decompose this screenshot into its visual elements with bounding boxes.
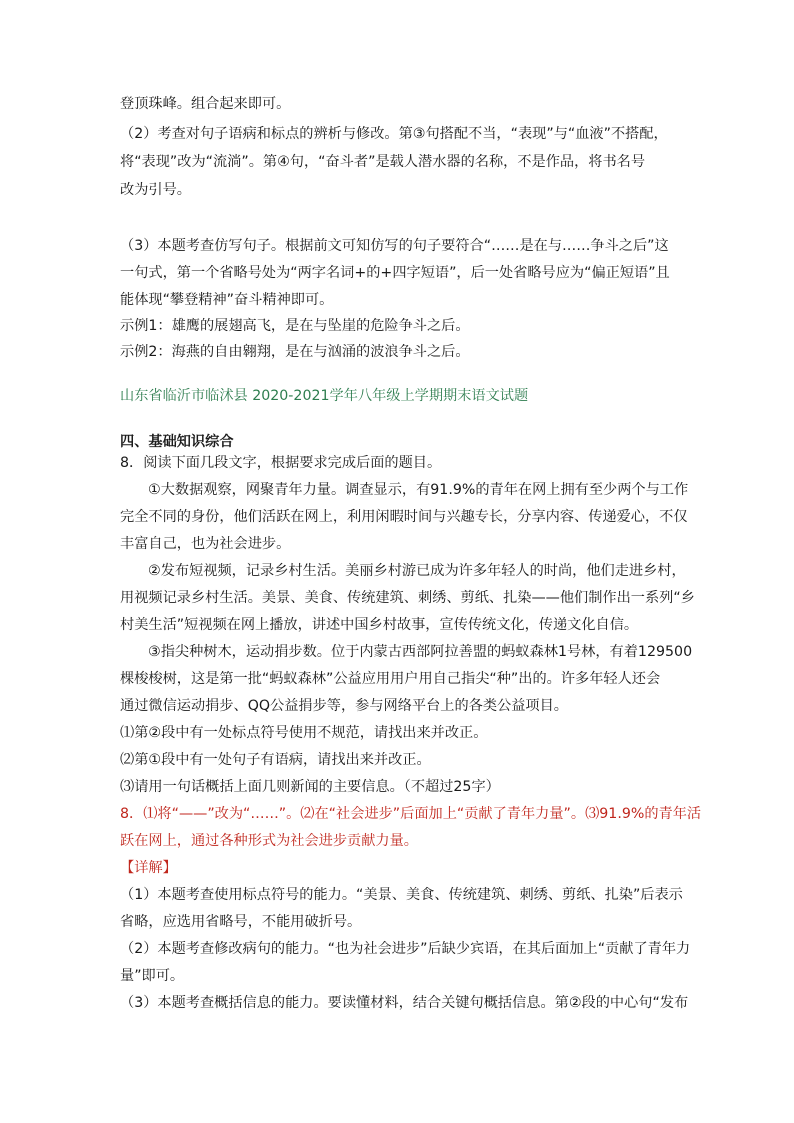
sub-question: ⑶请用一句话概括上面几则新闻的主要信息。（不超过25字）: [120, 779, 500, 795]
example-line: 示例1：雄鹰的展翅高飞，是在与坠崖的危险争斗之后。: [120, 318, 470, 334]
answer-text-line: 能体现“攀登精神”奋斗精神即可。: [120, 292, 334, 308]
source-title: 山东省临沂市临沭县 2020-2021学年八年级上学期期末语文试题: [120, 388, 529, 404]
answer-text-line: 登顶珠峰。组合起来即可。: [120, 96, 291, 112]
explanation-line: 量”即可。: [120, 968, 185, 984]
sub-question: ⑴第②段中有一处标点符号使用不规范，请找出来并改正。: [120, 725, 488, 741]
answer-text-line: 一句式，第一个省略号处为“两字名词+的+四字短语”，后一处省略号应为“偏正短语”且: [120, 265, 670, 281]
example-line: 示例2：海燕的自由翱翔，是在与汹涌的波浪争斗之后。: [120, 344, 470, 360]
answer-text-line: （3）本题考查仿写句子。根据前文可知仿写的句子要符合“……是在与……争斗之后”这: [120, 238, 669, 254]
answer-key-line: 跃在网上，通过各种形式为社会进步贡献力量。: [120, 833, 418, 849]
passage-line: 完全不同的身份，他们活跃在网上，利用闲暇时间与兴趣专长，分享内容、传递爱心，不仅: [120, 509, 688, 525]
passage-line: 用视频记录乡村生活。美景、美食、传统建筑、刺绣、剪纸、扎染——他们制作出一系列“乡: [120, 590, 695, 606]
passage-line: ③指尖种树木，运动捐步数。位于内蒙古西部阿拉善盟的蚂蚁森林1号林，有着129500: [148, 644, 693, 660]
passage-line: 丰富自己，也为社会进步。: [120, 536, 291, 552]
passage-line: 棵梭梭树，这是第一批“蚂蚁森林”公益应用用户用自己指尖“种”出的。许多年轻人还会: [120, 671, 661, 687]
detail-label: 【详解】: [120, 860, 177, 876]
answer-text-line: （2）考查对句子语病和标点的辨析与修改。第③句搭配不当，“表现”与“血液”不搭配，: [120, 126, 668, 142]
question-stem: 8．阅读下面几段文字，根据要求完成后面的题目。: [120, 455, 442, 471]
passage-line: ②发布短视频，记录乡村生活。美丽乡村游已成为许多年轻人的时尚，他们走进乡村，: [148, 563, 686, 579]
answer-text-line: 改为引号。: [120, 182, 191, 198]
explanation-line: （1）本题考查使用标点符号的能力。“美景、美食、传统建筑、刺绣、剪纸、扎染”后表示: [120, 887, 683, 903]
explanation-line: （2）本题考查修改病句的能力。“也为社会进步”后缺少宾语，在其后面加上“贡献了青年力: [120, 941, 691, 957]
section-heading: 四、基础知识综合: [120, 434, 234, 450]
passage-line: 村美生活”短视频在网上播放，讲述中国乡村故事，宣传传统文化，传递文化自信。: [120, 617, 639, 633]
passage-line: ①大数据观察，网聚青年力量。调查显示，有91.9%的青年在网上拥有至少两个与工作: [148, 482, 689, 498]
sub-question: ⑵第①段中有一处句子有语病，请找出来并改正。: [120, 752, 431, 768]
answer-key-line: 8．⑴将“——”改为“……”。⑵在“社会进步”后面加上“贡献了青年力量”。⑶91.9%的青年活: [120, 806, 702, 822]
explanation-line: 省略，应选用省略号，不能用破折号。: [120, 914, 362, 930]
answer-text-line: 将“表现”改为“流淌”。第④句，“奋斗者”是载人潜水器的名称，不是作品，将书名号: [120, 154, 646, 170]
explanation-line: （3）本题考查概括信息的能力。要读懂材料，结合关键句概括信息。第②段的中心句“发布: [120, 995, 689, 1011]
passage-line: 通过微信运动捐步、QQ公益捐步等，参与网络平台上的各类公益项目。: [120, 698, 568, 714]
